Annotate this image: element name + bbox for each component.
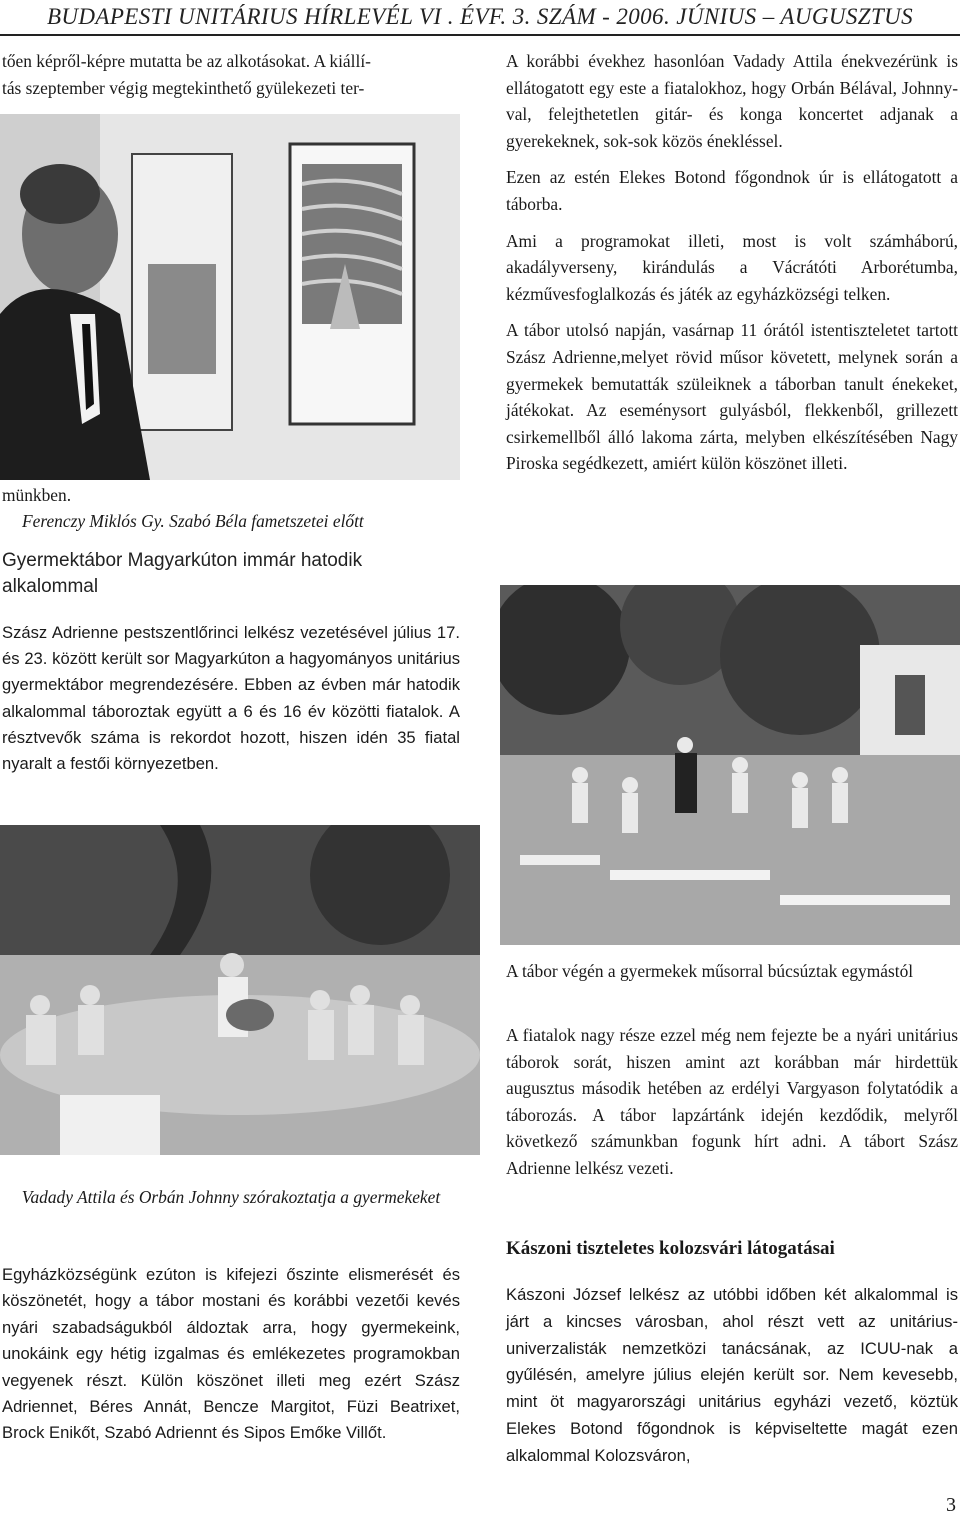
header-rule xyxy=(0,34,960,36)
paragraph: A fiatalok nagy része ezzel még nem fejezte be a nyári unitárius táborok sorát, hiszen amint azt korábban már hirdettük augusztus második hetében az erdélyi Vargyason folytatódik a táborozás. A tábor lapzártánk idején kezdődik, melyről következő számunkban fogunk hírt adni. A tábort Szász Adrienne lelkész vezeti. xyxy=(506,1025,958,1178)
page-number: 3 xyxy=(946,1494,956,1516)
guitar-photo xyxy=(0,825,480,1155)
camp-yard-photo xyxy=(500,585,960,945)
paragraph: Ami a programokat illeti, most is volt számháború, akadályverseny, kirándulás a Vácrátóti Arborétumba, kézművesfoglalkozás és játék az egyházközségi telken. xyxy=(506,230,958,304)
guitar-photo-caption: Vadady Attila és Orbán Johnny szórakoztatja a gyermekeket xyxy=(21,1187,441,1207)
paragraph: Ezen az estén Elekes Botond főgondnok úr is ellátogatott a táborba. xyxy=(506,167,958,214)
right-top-text xyxy=(506,48,958,487)
exhibition-photo-caption: Ferenczy Miklós Gy. Szabó Béla fametszetei előtt xyxy=(22,511,364,531)
kaszoni-heading: Kászoni tiszteletes kolozsvári látogatásai xyxy=(506,1238,835,1259)
camp-yard-caption: A tábor végén a gyermekek műsorral búcsúztak egymástól xyxy=(506,961,914,981)
paragraph: A tábor utolsó napján, vasárnap 11 órától istentiszteletet tartott Szász Adrienne,melyet rövid műsor követett, melynek során a gyermekek bemutatták szüleiknek a táborban tanult énekeket, játékokat. Az eseménysort gulyásból, flekkenből, grillezett csirkemellből álló lakoma zárta, melyben elkészítésében Nagy Piroska segédkezett, amiért külön köszönet illeti. xyxy=(506,320,958,474)
right-bottom-text xyxy=(506,1022,958,1182)
left-cont xyxy=(2,482,460,509)
article-heading: Gyermektábor Magyarkúton immár hatodik alkalommal xyxy=(2,550,363,597)
text-line: tően képről-képre mutatta be az alkotásokat. A kiállí- xyxy=(2,51,371,71)
kaszoni-text: Kászoni József lelkész az utóbbi időben két alkalommal is járt a kincses városban, ahol részt vett az unitárius-univerzalisták nemzetközi tanácsának, az ICUU-nak a gyűlésén, amelyre július elején került sor. Nem kevesebb, mint öt magyarországi unitárius egyházi vezető, köztük Elekes Botond főgondnok is képviseltette magát ezen alkalommal Kolozsváron, xyxy=(506,1285,958,1465)
thanks-text: Egyházközségünk ezúton is kifejezi őszinte elismerését és köszönetét, hogy a tábor mostani és korábbi vezetői kevés nyári szabadságukból áldoztak arra, hogy gyermekeink, unokáink egy hétig izgalmas és emlékezetes programokban vegyenek részt. Külön köszönet illeti meg ezért Szász Adriennet, Béres Annát, Bencze Margitot, Füzi Beatrixet, Brock Enikőt, Szabó Adriennt és Sipos Emőke Villőt. xyxy=(2,1265,460,1443)
paragraph: A korábbi évekhez hasonlóan Vadady Attila énekvezérünk is ellátogatott egy este a fiatalokhoz, hogy Orbán Bélával, Johnny-val, felejthetetlen gitár- és konga koncertet adjanak a gyerekeknek, sok-sok közös énekléssel. xyxy=(506,51,958,151)
text-line: münkben. xyxy=(2,485,72,505)
newsletter-title: BUDAPESTI UNITÁRIUS HÍRLEVÉL VI . ÉVF. 3. SZÁM - 2006. JÚNIUS – AUGUSZTUS xyxy=(46,4,914,29)
page-header xyxy=(0,0,960,36)
left-top-text xyxy=(2,48,460,101)
exhibition-photo xyxy=(0,114,460,480)
text-line: tás szeptember végig megtekinthető gyülekezeti ter- xyxy=(2,77,365,98)
article-body: Szász Adrienne pestszentlőrinci lelkész vezetésével július 17. és 23. között került sor Magyarkúton a hagyományos unitárius gyermektábor megrendezésére. Ebben az évben már hatodik alkalommal táboroztak együtt a 6 és 16 év közötti fiatalok. A résztvevők száma is rekordot hozott, hiszen idén 35 fiatal nyaralt a festői környezetben. xyxy=(2,623,460,774)
